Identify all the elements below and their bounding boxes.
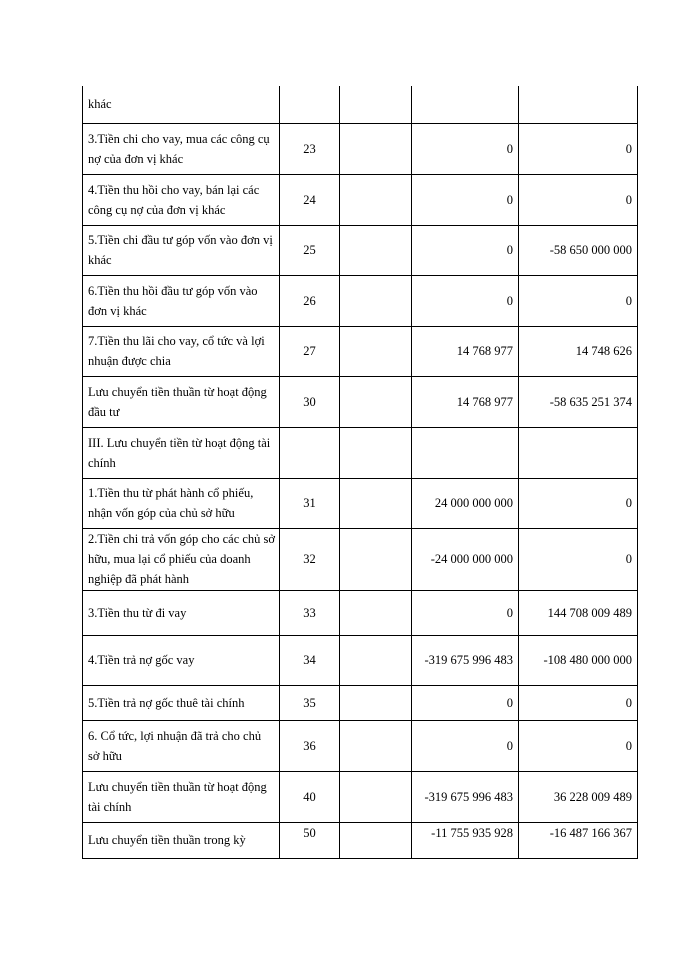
row-previous-period: -108 480 000 000 bbox=[519, 635, 638, 685]
row-code: 26 bbox=[280, 275, 340, 326]
row-current-period: 0 bbox=[412, 685, 519, 720]
row-code bbox=[280, 427, 340, 478]
row-note bbox=[340, 275, 412, 326]
row-description: 1.Tiền thu từ phát hành cổ phiếu, nhận vốn góp của chủ sở hữu bbox=[83, 478, 280, 528]
row-description: khác bbox=[83, 86, 280, 123]
row-note bbox=[340, 123, 412, 174]
row-code: 40 bbox=[280, 771, 340, 822]
row-description: 7.Tiền thu lãi cho vay, cổ tức và lợi nhuận được chia bbox=[83, 326, 280, 376]
table-row bbox=[83, 478, 638, 528]
row-code: 34 bbox=[280, 635, 340, 685]
table-row bbox=[83, 326, 638, 376]
row-description: 2.Tiền chi trả vốn góp cho các chủ sở hữu, mua lại cổ phiếu của doanh nghiệp đã phát hành bbox=[83, 528, 280, 590]
row-note bbox=[340, 478, 412, 528]
row-current-period: 0 bbox=[412, 174, 519, 225]
row-current-period: 14 768 977 bbox=[412, 326, 519, 376]
row-previous-period: 0 bbox=[519, 275, 638, 326]
row-note bbox=[340, 427, 412, 478]
row-current-period bbox=[412, 86, 519, 123]
row-note bbox=[340, 720, 412, 771]
row-note bbox=[340, 822, 412, 858]
table-row bbox=[83, 635, 638, 685]
row-description: Lưu chuyển tiền thuần từ hoạt động đầu tư bbox=[83, 376, 280, 427]
row-code: 30 bbox=[280, 376, 340, 427]
row-note bbox=[340, 86, 412, 123]
row-note bbox=[340, 225, 412, 275]
table-row bbox=[83, 427, 638, 478]
row-description: Lưu chuyển tiền thuần trong kỳ bbox=[83, 822, 280, 858]
row-note bbox=[340, 771, 412, 822]
row-description: 5.Tiền trả nợ gốc thuê tài chính bbox=[83, 685, 280, 720]
table-row bbox=[83, 771, 638, 822]
table-row bbox=[83, 376, 638, 427]
table-row bbox=[83, 685, 638, 720]
row-previous-period: 0 bbox=[519, 174, 638, 225]
table-row bbox=[83, 123, 638, 174]
row-description section-heading: III. Lưu chuyển tiền từ hoạt động tài chính bbox=[83, 427, 280, 478]
row-note bbox=[340, 635, 412, 685]
row-note bbox=[340, 590, 412, 635]
row-description: Lưu chuyển tiền thuần từ hoạt động tài chính bbox=[83, 771, 280, 822]
row-current-period: 14 768 977 bbox=[412, 376, 519, 427]
row-current-period: -24 000 000 000 bbox=[412, 528, 519, 590]
row-previous-period: 14 748 626 bbox=[519, 326, 638, 376]
row-code: 50 bbox=[280, 822, 340, 858]
row-description: 4.Tiền trả nợ gốc vay bbox=[83, 635, 280, 685]
row-description: 3.Tiền chi cho vay, mua các công cụ nợ của đơn vị khác bbox=[83, 123, 280, 174]
row-previous-period: -58 650 000 000 bbox=[519, 225, 638, 275]
row-previous-period bbox=[519, 427, 638, 478]
row-code: 23 bbox=[280, 123, 340, 174]
row-code: 24 bbox=[280, 174, 340, 225]
table-row bbox=[83, 822, 638, 858]
table-row bbox=[83, 590, 638, 635]
row-code: 31 bbox=[280, 478, 340, 528]
row-previous-period: -16 487 166 367 bbox=[519, 822, 638, 858]
row-note bbox=[340, 174, 412, 225]
row-code: 35 bbox=[280, 685, 340, 720]
row-previous-period: 36 228 009 489 bbox=[519, 771, 638, 822]
row-description: 4.Tiền thu hồi cho vay, bán lại các công cụ nợ của đơn vị khác bbox=[83, 174, 280, 225]
row-note bbox=[340, 685, 412, 720]
row-note bbox=[340, 528, 412, 590]
row-description: 5.Tiền chi đầu tư góp vốn vào đơn vị khác bbox=[83, 225, 280, 275]
row-previous-period: -58 635 251 374 bbox=[519, 376, 638, 427]
row-note bbox=[340, 326, 412, 376]
table-row bbox=[83, 275, 638, 326]
row-code: 33 bbox=[280, 590, 340, 635]
row-current-period bbox=[412, 427, 519, 478]
row-code: 36 bbox=[280, 720, 340, 771]
row-previous-period: 0 bbox=[519, 123, 638, 174]
row-description: 3.Tiền thu từ đi vay bbox=[83, 590, 280, 635]
cash-flow-table bbox=[82, 86, 638, 859]
table-row bbox=[83, 86, 638, 123]
row-previous-period: 144 708 009 489 bbox=[519, 590, 638, 635]
table-row bbox=[83, 528, 638, 590]
row-note bbox=[340, 376, 412, 427]
row-previous-period: 0 bbox=[519, 720, 638, 771]
row-code: 27 bbox=[280, 326, 340, 376]
row-code: 32 bbox=[280, 528, 340, 590]
row-previous-period: 0 bbox=[519, 528, 638, 590]
row-current-period: -11 755 935 928 bbox=[412, 822, 519, 858]
row-previous-period bbox=[519, 86, 638, 123]
row-code bbox=[280, 86, 340, 123]
row-current-period: 0 bbox=[412, 590, 519, 635]
row-description: 6. Cổ tức, lợi nhuận đã trả cho chủ sở hữu bbox=[83, 720, 280, 771]
row-current-period: -319 675 996 483 bbox=[412, 771, 519, 822]
row-current-period: 0 bbox=[412, 275, 519, 326]
row-current-period: 0 bbox=[412, 123, 519, 174]
row-previous-period: 0 bbox=[519, 478, 638, 528]
row-previous-period: 0 bbox=[519, 685, 638, 720]
table-row bbox=[83, 225, 638, 275]
row-current-period: 24 000 000 000 bbox=[412, 478, 519, 528]
row-current-period: -319 675 996 483 bbox=[412, 635, 519, 685]
row-description: 6.Tiền thu hồi đầu tư góp vốn vào đơn vị khác bbox=[83, 275, 280, 326]
row-code: 25 bbox=[280, 225, 340, 275]
table-row bbox=[83, 174, 638, 225]
row-current-period: 0 bbox=[412, 225, 519, 275]
table-row bbox=[83, 720, 638, 771]
row-current-period: 0 bbox=[412, 720, 519, 771]
